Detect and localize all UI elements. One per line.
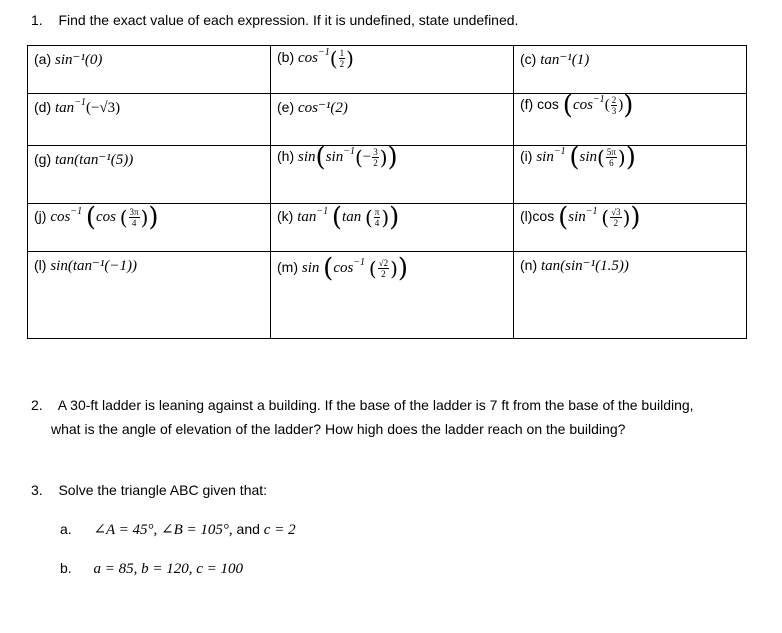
question-text-line-1: A 30-ft ladder is leaning against a building. If the base of the ladder is 7 ft from the base of the building,: [57, 397, 694, 413]
question-number: 2.: [31, 397, 43, 413]
part-label: a.: [60, 521, 72, 537]
question-3a: a. ∠A = 45°, ∠B = 105°, and c = 2: [60, 521, 296, 538]
question-2: [31, 397, 694, 413]
question-3b: [60, 560, 243, 578]
cell-f: (f) $\cos (\cos^{-1}$( $\frac{2}{3}$ )): [514, 94, 747, 146]
question-number: 1.: [31, 12, 43, 28]
part-a-expr-c: c = 2: [263, 522, 296, 538]
cell-l-cos: (l)cos ($\sin^{-1}$ ( $\frac{√3}{2}$ )): [514, 204, 747, 252]
expression-grid: [27, 45, 747, 339]
question-1-heading: [31, 12, 518, 28]
cell-n: (n) tan(sin⁻¹(1.5)): [514, 252, 747, 339]
cell-e: (e) cos⁻¹(2): [271, 94, 514, 146]
question-2-continued: [51, 421, 625, 437]
question-prompt: Find the exact value of each expression. If it is undefined, state undefined.: [58, 12, 519, 28]
expr-a: sin⁻¹(0): [55, 52, 103, 68]
question-3-heading: [31, 482, 267, 498]
cell-j: (j) $\cos^{-1} (\cos$ ( $\frac{3\pi}{4}$ )): [28, 204, 271, 252]
expr-c: tan⁻¹(1): [540, 52, 590, 68]
cell-l: (l) sin(tan⁻¹(−1)): [28, 252, 271, 339]
expr-n: tan(sin⁻¹(1.5)): [541, 258, 629, 274]
cell-h: (h) $\sin(\sin^{-1}(-$ $\frac{3}{2}$ )): [271, 146, 514, 204]
question-prompt: Solve the triangle ABC given that:: [58, 482, 268, 498]
cell-m: (m) $\sin (\cos^{-1}$ ( $\frac{√2}{2}$ )): [271, 252, 514, 339]
part-label: b.: [60, 560, 72, 576]
expr-e: cos⁻¹(2): [298, 100, 348, 116]
cell-d: (d) $\tan^{-1}(-√3)$: [28, 94, 271, 146]
part-a-expr: ∠A = 45°, ∠B = 105°,: [93, 522, 233, 538]
cell-g: (g) tan(tan⁻¹(5)): [28, 146, 271, 204]
cell-a: (a) sin⁻¹(0): [28, 46, 271, 94]
part-b-expr: a = 85, b = 120, c = 100: [93, 561, 243, 577]
cell-k: (k) $\tan^{-1} (\tan$ ( $\frac{\pi}{4}$ )): [271, 204, 514, 252]
expr-g: tan(tan⁻¹(5)): [55, 152, 134, 168]
cell-i: (i) $\sin^{-1} (\sin$( $\frac{5\pi}{6}$ )): [514, 146, 747, 204]
expr-l: sin(tan⁻¹(−1)): [50, 258, 138, 274]
question-text-line-2: what is the angle of elevation of the ladder? How high does the ladder reach on the building?: [51, 421, 626, 437]
question-number: 3.: [31, 482, 43, 498]
cell-c: (c) tan⁻¹(1): [514, 46, 747, 94]
cell-b: (b) $\cos^{-1}$( $\frac{1}{2}$ ): [271, 46, 514, 94]
